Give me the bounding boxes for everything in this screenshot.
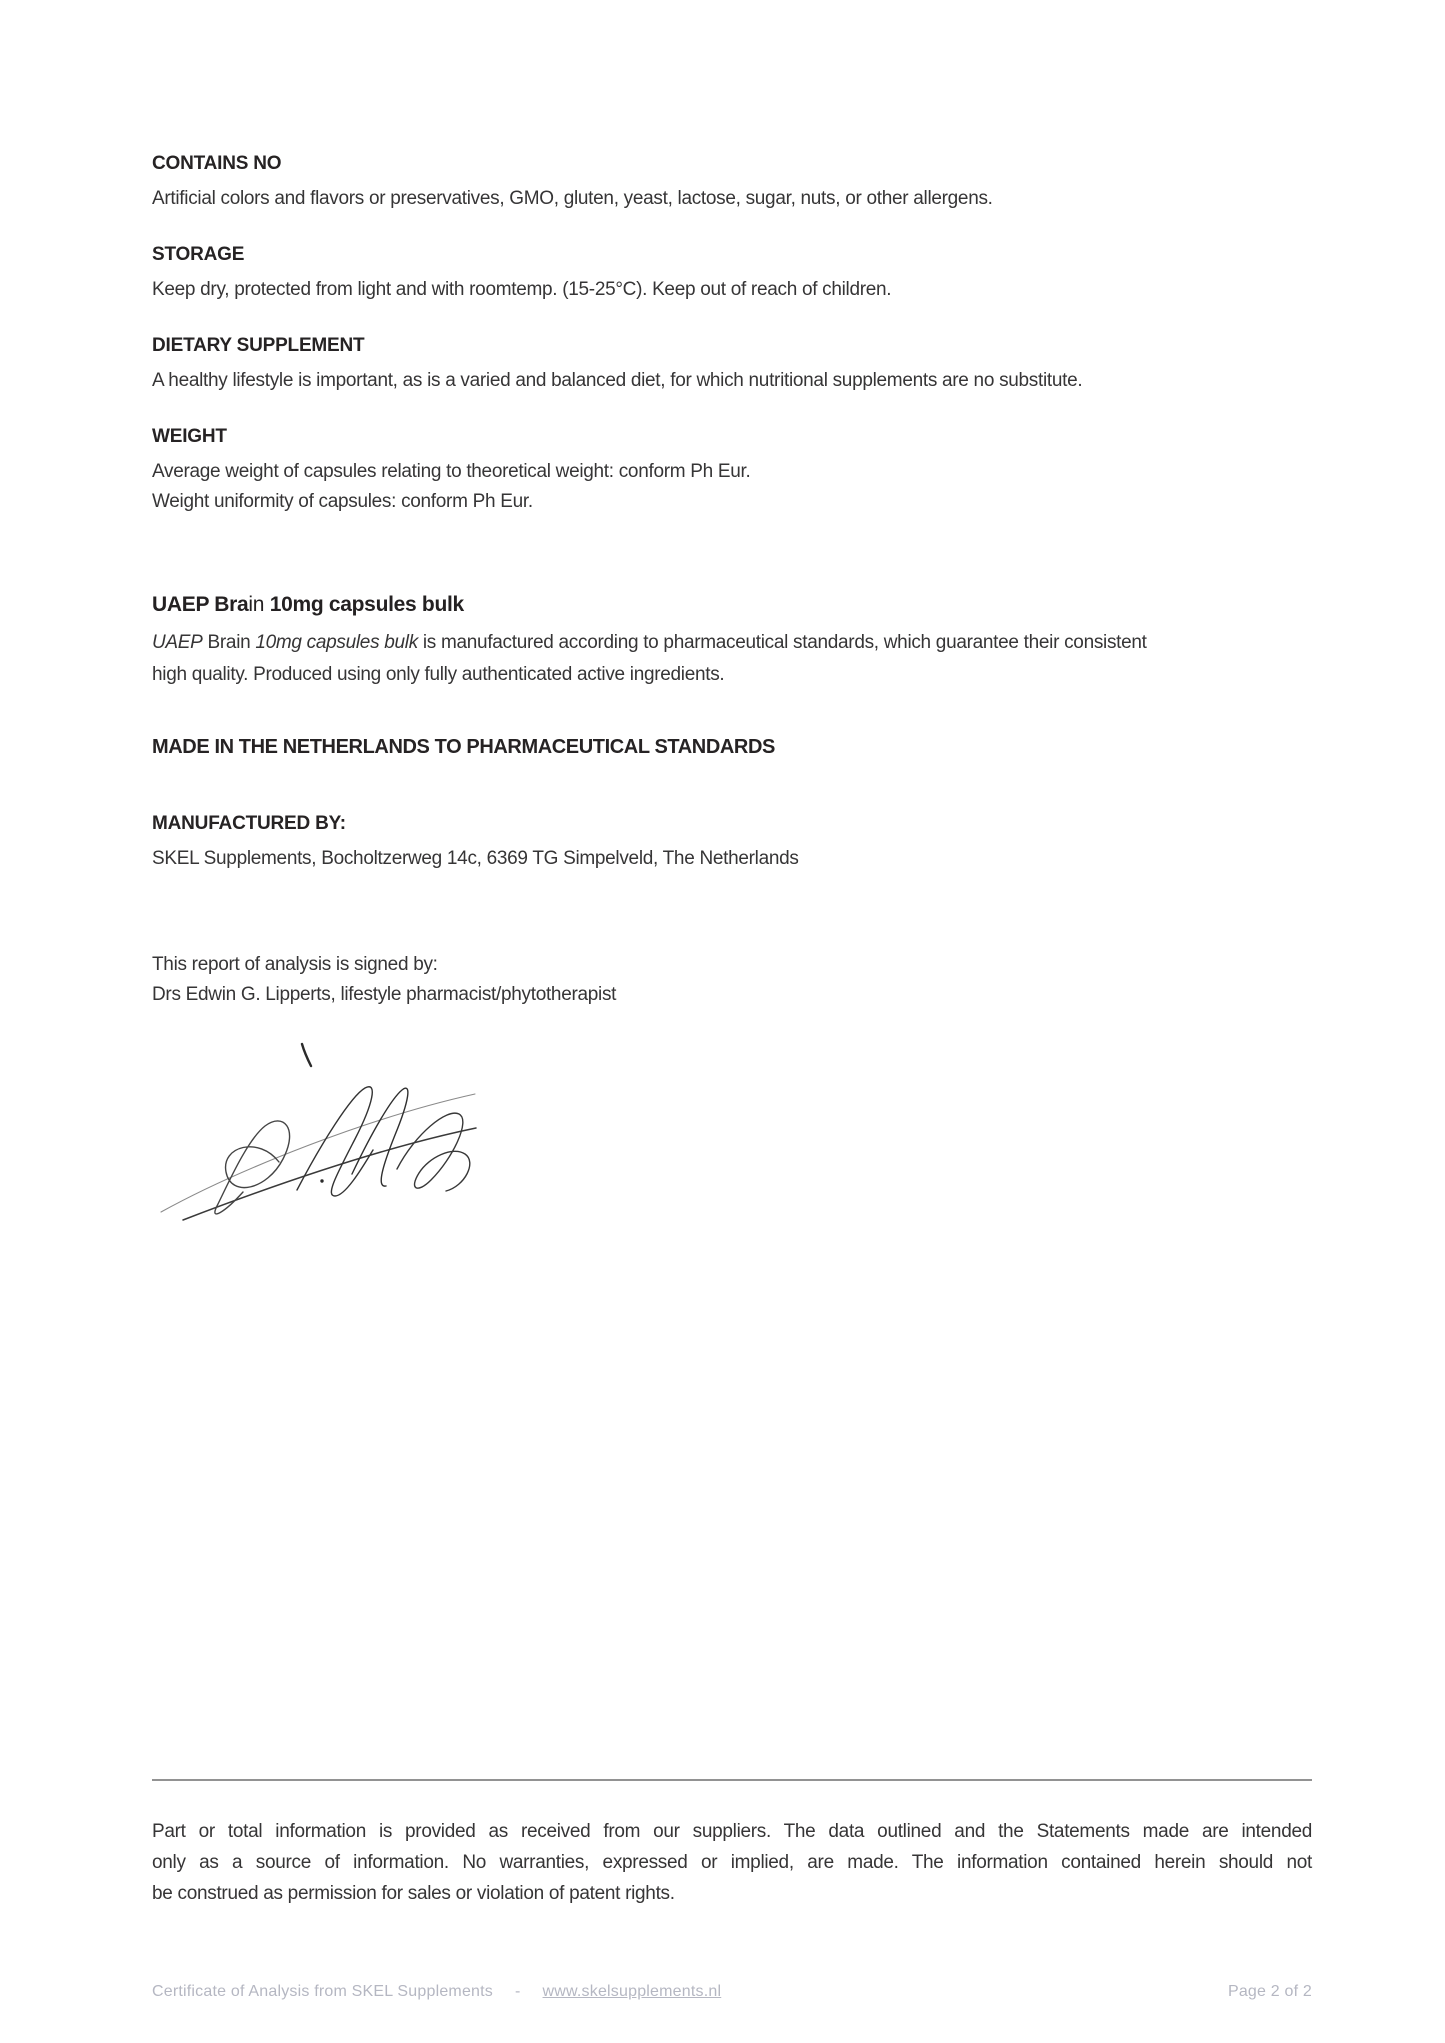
disclaimer-line: only as a source of information. No warranties, expressed or implied, are made. The information contained herein should not [152,1852,1312,1873]
page-footer [152,1983,1312,2001]
handwritten-signature [147,1038,477,1228]
section-body-line: Average weight of capsules relating to theoretical weight: conform Ph Eur. [152,461,751,482]
product-title-part: 10mg capsules bulk [264,593,464,616]
product-title-part: UAEP Bra [152,593,249,616]
manufactured-by-section [152,812,1312,874]
product-description [152,627,1312,691]
footer-separator: - [515,1983,521,2000]
product-desc-part: UAEP [152,632,203,653]
product-title-part: in [248,593,265,616]
website-link[interactable]: www.skelsupplements.nl [542,1983,722,2000]
product-desc-part: is manufactured according to pharmaceutical standards, which guarantee their consistent [417,632,1147,653]
section-weight [152,425,1312,517]
section-body-line: A healthy lifestyle is important, as is a varied and balanced diet, for which nutritional supplements are no substitute. [152,370,1083,391]
signed-by-intro: This report of analysis is signed by: [152,954,438,975]
section-contains-no [152,152,1312,214]
product-desc-line: high quality. Produced using only fully authenticated active ingredients. [152,664,725,685]
section-heading: MANUFACTURED BY: [152,813,346,834]
section-body-line: Keep dry, protected from light and with roomtemp. (15-25°C). Keep out of reach of children. [152,279,892,300]
section-body-line: Artificial colors and flavors or preservatives, GMO, gluten, yeast, lactose, sugar, nuts, or other allergens. [152,188,993,209]
signed-by-section [152,950,1312,1010]
section-heading: WEIGHT [152,426,227,447]
disclaimer-line: be construed as permission for sales or violation of patent rights. [152,1883,675,1904]
product-desc-part: 10mg capsules bulk [255,632,418,653]
disclaimer-paragraph [152,1816,1312,1909]
section-body-line: Weight uniformity of capsules: conform Ph Eur. [152,491,533,512]
footer-label: Certificate of Analysis from SKEL Supplements [152,1983,493,2000]
product-desc-part: Brain [202,632,256,653]
signer-name: Drs Edwin G. Lipperts, lifestyle pharmacist/phytotherapist [152,984,617,1005]
section-storage [152,243,1312,305]
page-number: Page 2 of 2 [1227,1983,1312,2000]
manufacturer-address: SKEL Supplements, Bocholtzerweg 14c, 6369 TG Simpelveld, The Netherlands [152,848,799,869]
made-in-statement: MADE IN THE NETHERLANDS TO PHARMACEUTICAL STANDARDS [152,736,775,758]
footer-divider-line [152,1779,1312,1781]
product-section [152,592,1312,691]
section-heading: STORAGE [152,244,245,265]
section-heading: DIETARY SUPPLEMENT [152,335,365,356]
section-heading: CONTAINS NO [152,153,282,174]
section-dietary-supplement [152,334,1312,396]
disclaimer-line: Part or total information is provided as received from our suppliers. The data outlined and the Statements made are intended [152,1821,1312,1842]
product-title [152,592,1312,618]
